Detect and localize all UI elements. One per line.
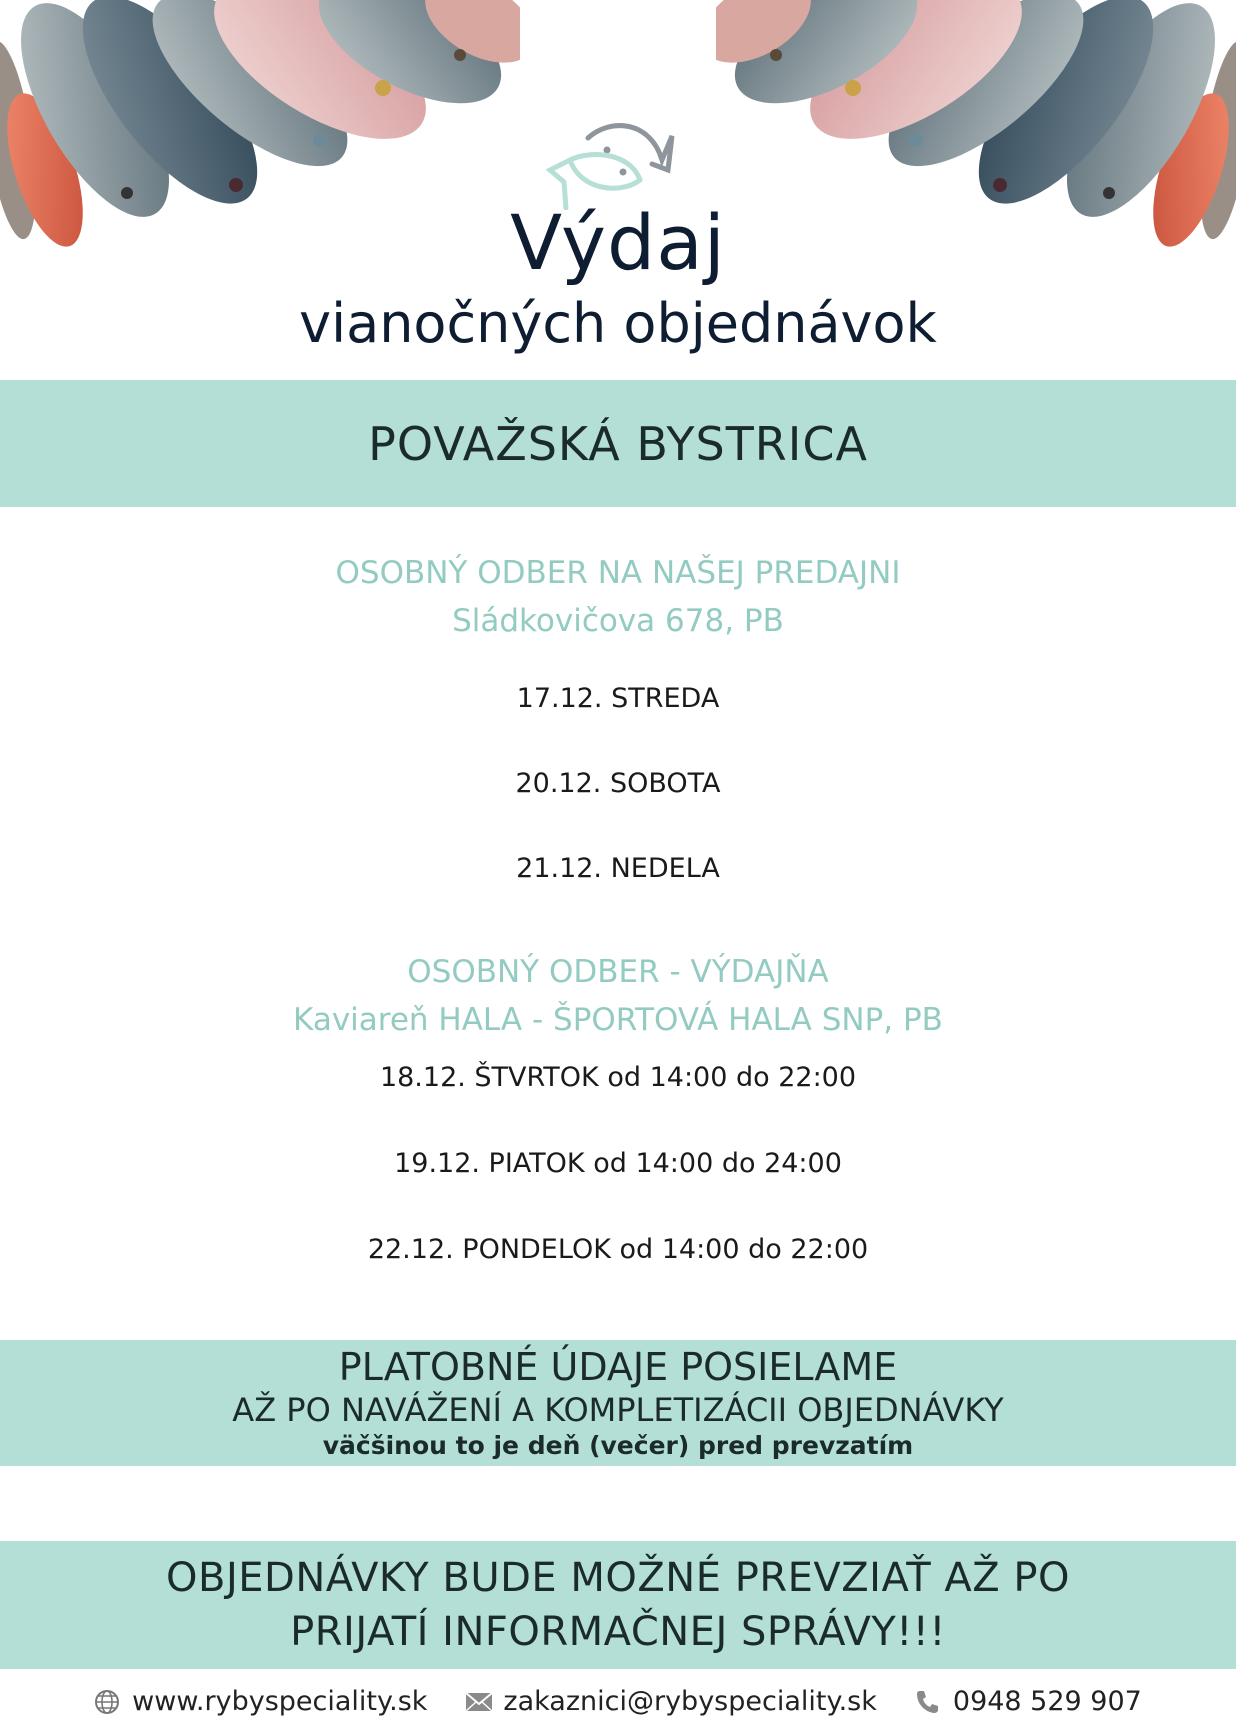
email-text: zakaznici@rybyspeciality.sk: [503, 1686, 877, 1717]
payment-line-2: AŽ PO NAVÁŽENÍ A KOMPLETIZÁCII OBJEDNÁVKY: [232, 1391, 1004, 1429]
hall-date-2: 19.12. PIATOK od 14:00 do 24:00: [394, 1148, 842, 1179]
store-date-2: 20.12. SOBOTA: [515, 768, 721, 799]
hall-date-1: 18.12. ŠTVRTOK od 14:00 do 22:00: [379, 1062, 857, 1093]
city-band: [0, 380, 1236, 507]
envelope-icon: [465, 1689, 491, 1715]
city-label: POVAŽSKÁ BYSTRICA: [368, 416, 868, 471]
page-title: Výdaj: [510, 198, 726, 287]
payment-info-band: [0, 1340, 1236, 1466]
hall-date-3: 22.12. PONDELOK od 14:00 do 22:00: [367, 1234, 869, 1265]
store-date-3: 21.12. NEDELA: [516, 853, 720, 884]
store-pickup-section: [0, 549, 1236, 645]
store-pickup-heading: OSOBNÝ ODBER NA NAŠEJ PREDAJNI: [335, 555, 901, 591]
payment-line-3: väčšinou to je deň (večer) pred prevzatím: [322, 1431, 914, 1460]
website-text: www.rybyspeciality.sk: [132, 1686, 428, 1717]
website-link[interactable]: [94, 1686, 427, 1717]
phone-icon: [915, 1689, 941, 1715]
contact-footer: [0, 1686, 1236, 1717]
hall-pickup-address: Kaviareň HALA - ŠPORTOVÁ HALA SNP, PB: [293, 1002, 943, 1038]
payment-line-1: PLATOBNÉ ÚDAJE POSIELAME: [338, 1345, 898, 1389]
globe-icon: [94, 1689, 120, 1715]
store-pickup-address: Sládkovičova 678, PB: [452, 603, 784, 639]
pickup-notice-band: [0, 1541, 1236, 1669]
store-date-1: 17.12. STREDA: [516, 683, 720, 714]
notice-line-2: PRIJATÍ INFORMAČNEJ SPRÁVY!!!: [290, 1609, 946, 1655]
page-subtitle: vianočných objednávok: [299, 292, 937, 355]
email-link[interactable]: [465, 1686, 876, 1717]
phone-link[interactable]: [915, 1686, 1142, 1717]
fish-logo-icon: [540, 120, 680, 210]
hall-pickup-heading: OSOBNÝ ODBER - VÝDAJŇA: [407, 954, 829, 990]
notice-line-1: OBJEDNÁVKY BUDE MOŽNÉ PREVZIAŤ AŽ PO: [166, 1555, 1070, 1601]
phone-text: 0948 529 907: [952, 1686, 1142, 1717]
hall-pickup-section: [0, 948, 1236, 1044]
